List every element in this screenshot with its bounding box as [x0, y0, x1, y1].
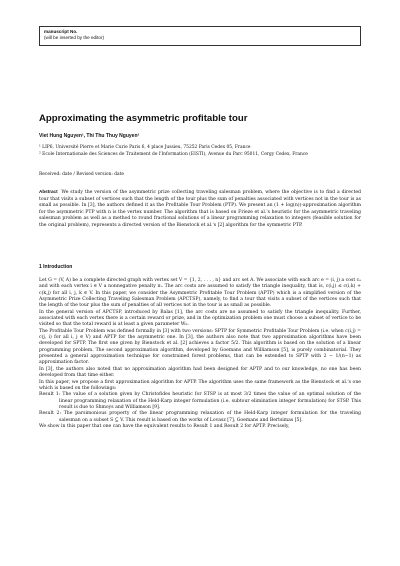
body-text: [39, 278, 361, 430]
paragraph: In the general version of APCTSP, introduced by Balas [1], the arc costs are no assumed to satisfy the triangle inequality. Further, associated with each vertex there is a certain reward or prize, and in the optimization problem one must choose a subset of vertice to be visited so that the total reward is at least a given parameter W₀.: [39, 309, 361, 328]
abstract-heading: Abstract: [39, 189, 58, 194]
paragraph: In [3], the authors also noted that no approximation algorithm had been designed for APTP and to our knowledge, no one has been developed from that time either.: [39, 366, 361, 379]
result-1: Result 1: The value of a solution given by Christofides heuristic for STSP is at most 3/2 times the value of an optimal solution of the linear programming relaxation of the Held-Karp integer formulation (i.e. subtour elimination integer formulation) for STSP. This result is due to Shmoys and Williamson [9].: [39, 392, 361, 410]
manuscript-box: [39, 26, 361, 46]
authors: Viet Hung Nguyen¹, Thi Thu Thuy Nguyen²: [39, 133, 140, 139]
manuscript-note: (will be inserted by the editor): [44, 35, 105, 40]
closing-paragraph: We show in this paper that one can have the equivalent results to Result 1 and Result 2 for APTP. Precisely,: [39, 423, 290, 429]
affiliation-1: ¹ LIP6, Université Pierre et Marie Curie Paris 6, 4 place Jussieu, 75252 Paris Cedex 05, France: [39, 145, 251, 150]
abstract-text: We study the version of the asymmetric prize collecting traveling salesman problem, where the objective is to find a directed tour that visits a subset of vertices such that the length of the tour plus the sum of penalties associated with vertices not in the tour is as small as possible. In [3], the authors defined it as the Profitable Tour Problem (PTP). We present an (1 + log(n))-approximation algorithm for the asymmetric PTP with n is the vertex number. The algorithm that is based on Frieze et al.'s heuristic for the asymmetric traveling salesman problem as well as a method to round fractional solutions of a linear programming relaxation to integers (feasible solution for the original problem), represents a directed version of the Bienstock et al.'s [2] algorithm for the symmetric PTP.: [39, 190, 361, 228]
paper-title: Approximating the asymmetric profitable tour: [39, 113, 248, 124]
paragraph: Let G = (V, A) be a complete directed graph with vertex set V = {1, 2, . . . , n} and arc set A. We associate with each arc e = (i, j) a cost cₑ and with each vertex i ∈ V a nonnegative penalty πᵢ. The arc costs are assumed to satisfy the triangle inequality, that is, c(i,j) ≤ c(i,k) + c(k,j) for all i, j, k ∈ V. In this paper, we consider the Asymmetric Profitable Tour Problem (APTP) which is a simplified version of the Asymmetric Prize Collecting Traveling Salesman Problem (APCTSP), namely, to find a tour that visits a subset of the vertices such that the length of the tour plus the sum of penalties of all vertices not in the tour is as small as possible.: [39, 278, 361, 309]
result-2: Result 2: The parsimonious property of the linear programming relaxation of the Held-Karp integer formulation for the traveling salesman on a subset S ⊆ V. This result is based on the works of Lovasz [7], Goemans and Bertsimas [5].: [39, 411, 361, 423]
received-date: Received: date / Revised version: date: [39, 172, 125, 177]
paragraph: The Profitable Tour Problem was defined formally in [3] with two versions: SPTP for Symmetric Profitable Tour Problem (i.e. when c(i,j) = c(j, i) for all i, j ∈ V) and APTP for the asymmetric one. In [3], the authors also note that two approximation algorithms have been developed for SPTP. The first one given by Bienstock et al. [2] achieves a factor 5/2. This algorithm is based on the solution of a linear programming problem. The second approximation algorithm, developed by Goemans and Williamson [5], is purely combinatorial. They presented a general approximation technique for constrained forest problems, that can be extended to SPTP with 2 − 1/(n−1) as approximation factor.: [39, 328, 361, 366]
affiliation-2: ² Ecole Internationale des Sciences de Traitement de l'Information (EISTI), Avenue du Parc 95011, Cergy Cedex, France: [39, 152, 308, 157]
manuscript-number: manuscript No.: [44, 29, 78, 34]
section-heading: 1 Introduction: [39, 264, 73, 270]
abstract: [39, 189, 361, 230]
paragraph: In this paper, we propose a first approximation algorithm for APTP. The algorithm uses the same framework as the Bienstock et al.'s one which is based on the followings:: [39, 379, 361, 391]
